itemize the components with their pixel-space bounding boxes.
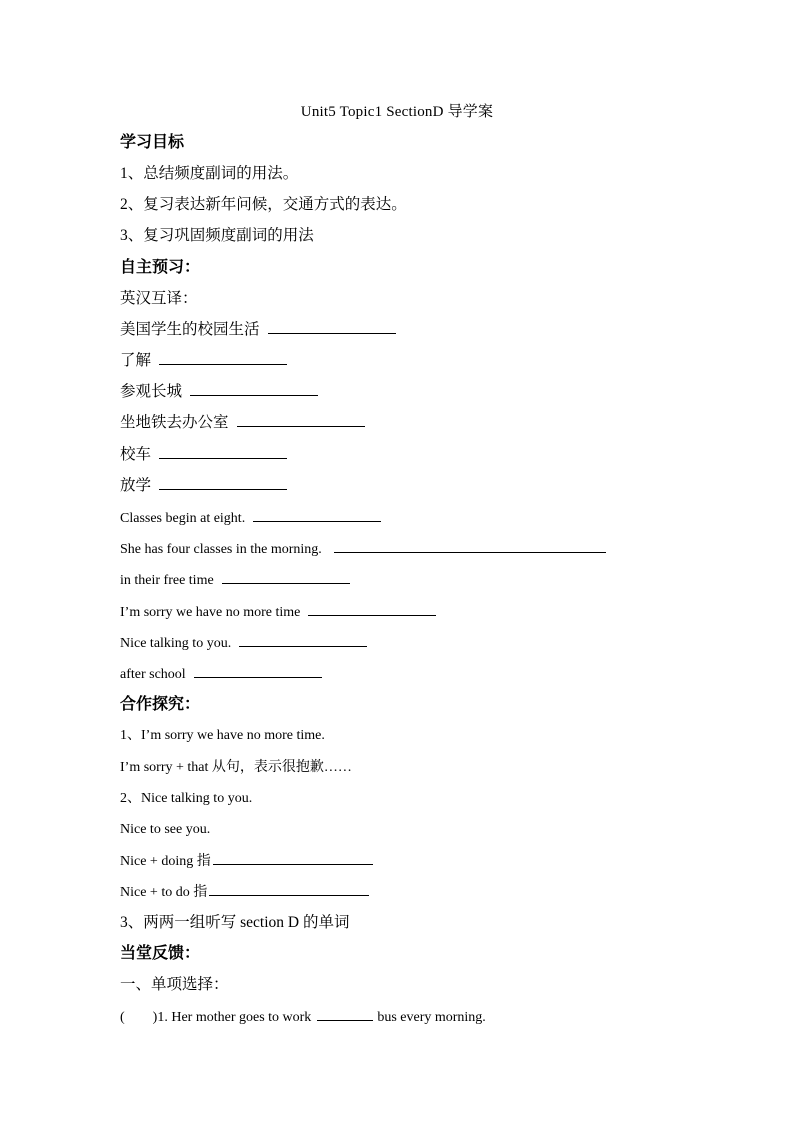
answer-blank[interactable]	[334, 538, 606, 553]
translation-prompt: 校车	[120, 446, 152, 463]
translation-prompt: Classes begin at eight.	[120, 511, 246, 526]
answer-paren-open: (	[120, 1010, 125, 1025]
explore-line	[120, 850, 373, 873]
translation-prompt: I’m sorry we have no more time	[120, 605, 301, 620]
translation-item	[120, 475, 287, 497]
explore-line: 2、Nice talking to you.	[120, 791, 253, 806]
translation-prompt: 了解	[120, 352, 152, 369]
translation-prompt: 美国学生的校园生活	[120, 321, 260, 338]
answer-blank[interactable]	[253, 507, 381, 522]
answer-blank[interactable]	[159, 350, 287, 365]
objectives-heading: 学习目标	[120, 134, 185, 151]
translation-item	[120, 663, 322, 686]
preview-subheading: 英汉互译：	[120, 290, 198, 307]
translation-item	[120, 319, 396, 341]
explore-line: Nice to see you.	[120, 822, 211, 837]
translation-prompt: She has four classes in the morning.	[120, 542, 322, 557]
feedback-heading: 当堂反馈：	[120, 945, 201, 962]
objective-item: 1、总结频度副词的用法。	[120, 165, 299, 182]
translation-prompt: after school	[120, 667, 186, 682]
answer-blank[interactable]	[317, 1006, 373, 1021]
translation-prompt: in their free time	[120, 573, 214, 588]
translation-item	[120, 381, 318, 403]
answer-blank[interactable]	[239, 632, 367, 647]
answer-blank[interactable]	[308, 601, 436, 616]
translation-item	[120, 538, 606, 561]
page-title: Unit5 Topic1 SectionD 导学案	[300, 104, 494, 120]
translation-prompt: 坐地铁去办公室	[120, 414, 229, 431]
question-item	[120, 1006, 486, 1029]
explore-line	[120, 881, 369, 904]
explore-heading: 合作探究：	[120, 696, 201, 713]
explore-prompt: Nice + doing 指	[120, 854, 211, 869]
answer-blank[interactable]	[209, 881, 369, 896]
explore-line: 3、两两一组听写 section D 的单词	[120, 914, 350, 931]
translation-item	[120, 350, 287, 372]
answer-blank[interactable]	[194, 663, 322, 678]
explore-line: 1、I’m sorry we have no more time.	[120, 728, 325, 743]
answer-blank[interactable]	[268, 319, 396, 334]
translation-item	[120, 412, 365, 434]
question-text: )1. Her mother goes to work	[152, 1010, 312, 1025]
objective-item: 2、复习表达新年问候，交通方式的表达。	[120, 196, 407, 213]
translation-item	[120, 601, 436, 624]
translation-item	[120, 444, 287, 466]
translation-prompt: 参观长城	[120, 383, 183, 400]
translation-item	[120, 507, 381, 530]
question-text: bus every morning.	[377, 1010, 486, 1025]
explore-prompt: Nice + to do 指	[120, 885, 208, 900]
answer-blank[interactable]	[222, 569, 350, 584]
explore-line: I’m sorry + that 从句，表示很抱歉……	[120, 760, 352, 775]
objective-item: 3、复习巩固频度副词的用法	[120, 227, 314, 244]
answer-blank[interactable]	[190, 381, 318, 396]
translation-item	[120, 632, 367, 655]
answer-blank[interactable]	[159, 444, 287, 459]
answer-blank[interactable]	[237, 412, 365, 427]
answer-blank[interactable]	[159, 475, 287, 490]
translation-item	[120, 569, 350, 592]
feedback-subheading: 一、单项选择：	[120, 976, 229, 993]
translation-prompt: 放学	[120, 477, 152, 494]
translation-prompt: Nice talking to you.	[120, 636, 232, 651]
preview-heading: 自主预习：	[120, 259, 201, 276]
answer-blank[interactable]	[213, 850, 373, 865]
